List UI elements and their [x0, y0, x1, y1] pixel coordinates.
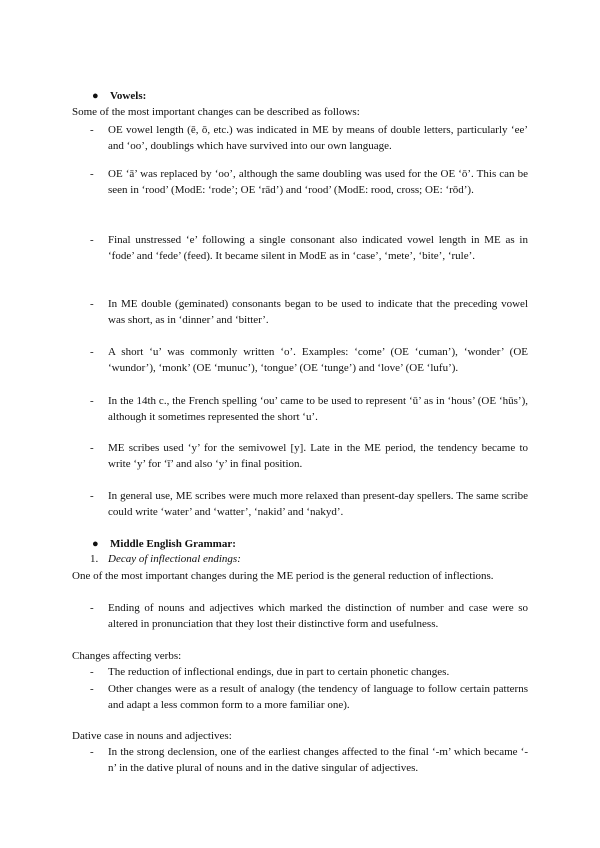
list-item-text: OE ‘ā’ was replaced by ‘oo’, although the same doubling was used for the OE ‘ō’. This can be seen in ‘rood’ (ModE: ‘rode’; OE ‘rād’) and ‘rood’ (ModE: rood, cross; OE: ‘rōd’).	[108, 168, 528, 196]
dash: -	[90, 683, 94, 695]
list-item-text: Ending of nouns and adjectives which marked the distinction of number and case were so altered in pronunciation that they lost their distinctive form and usefulness.	[108, 602, 528, 630]
vowels-heading-text: Vowels:	[110, 90, 147, 102]
dash: -	[90, 442, 94, 454]
list-item-text: In general use, ME scribes were much more relaxed than present-day spellers. The same scribe could write ‘water’ and ‘watter’, ‘nakid’ and ‘nakyd’.	[108, 490, 528, 518]
list-item-text: In ME double (geminated) consonants began to be used to indicate that the preceding vowel was short, as in ‘dinner’ and ‘bitter’.	[108, 298, 528, 326]
list-item	[90, 664, 528, 680]
subheading	[90, 551, 241, 567]
verbs-label: Changes affecting verbs:	[72, 650, 182, 662]
list-item	[90, 681, 528, 713]
list-item	[90, 344, 528, 376]
bullet: ●	[92, 538, 99, 550]
list-item-text: In the strong declension, one of the earliest changes affected to the final ‘-m’ which became ‘-n’ in the dative plural of nouns and in the dative singular of adjectives.	[108, 746, 528, 774]
dash: -	[90, 124, 94, 136]
list-item	[90, 232, 528, 264]
subheading-text: Decay of inflectional endings:	[108, 553, 241, 565]
dash: -	[90, 346, 94, 358]
dash: -	[90, 395, 94, 407]
dative-label: Dative case in nouns and adjectives:	[72, 730, 232, 742]
list-item	[90, 600, 528, 632]
list-item-text: ME scribes used ‘y’ for the semivowel [y]. Late in the ME period, the tendency became to write ‘y’ for ‘ī’ and also ‘y’ in final position.	[108, 442, 528, 470]
grammar-heading	[92, 536, 236, 552]
dash: -	[90, 490, 94, 502]
list-item-text: The reduction of inflectional endings, due in part to certain phonetic changes.	[108, 666, 450, 678]
list-item	[90, 440, 528, 472]
list-item	[90, 744, 528, 776]
dash: -	[90, 666, 94, 678]
list-item	[90, 166, 528, 198]
subheading-number: 1.	[90, 553, 99, 565]
list-item-text: Final unstressed ‘e’ following a single consonant also indicated vowel length in ME as in ‘fode’ and ‘fede’ (feed). It became silent in ModE as in ‘case’, ‘mete’, ‘bite’, ‘rule’.	[108, 234, 528, 262]
list-item-text: Other changes were as a result of analogy (the tendency of language to follow certain patterns and adapt a less common form to a more familiar one).	[108, 683, 528, 711]
list-item-text: OE vowel length (ē, ō, etc.) was indicated in ME by means of double letters, particularly ‘ee’ and ‘oo’, doublings which have survived into our own language.	[108, 124, 528, 152]
bullet: ●	[92, 90, 99, 102]
dash: -	[90, 746, 94, 758]
vowels-intro: Some of the most important changes can be described as follows:	[72, 106, 360, 118]
dash: -	[90, 234, 94, 246]
list-item-text: In the 14th c., the French spelling ‘ou’ came to be used to represent ‘ū’ as in ‘hous’ (OE ‘hūs’), although it sometimes represented the short ‘u’.	[108, 395, 528, 423]
list-item	[90, 296, 528, 328]
dash: -	[90, 298, 94, 310]
list-item	[90, 122, 528, 154]
list-item	[90, 393, 528, 425]
grammar-heading-text: Middle English Grammar:	[110, 538, 236, 550]
list-item	[90, 488, 528, 520]
list-item-text: A short ‘u’ was commonly written ‘o’. Examples: ‘come’ (OE ‘cuman’), ‘wonder’ (OE ‘wundor’), ‘monk’ (OE ‘munuc’), ‘tongue’ (OE ‘tunge’) and ‘love’ (OE ‘lufu’).	[108, 346, 528, 374]
dash: -	[90, 602, 94, 614]
dash: -	[90, 168, 94, 180]
grammar-intro: One of the most important changes during the ME period is the general reduction of inflections.	[72, 570, 494, 582]
vowels-heading	[92, 88, 146, 104]
